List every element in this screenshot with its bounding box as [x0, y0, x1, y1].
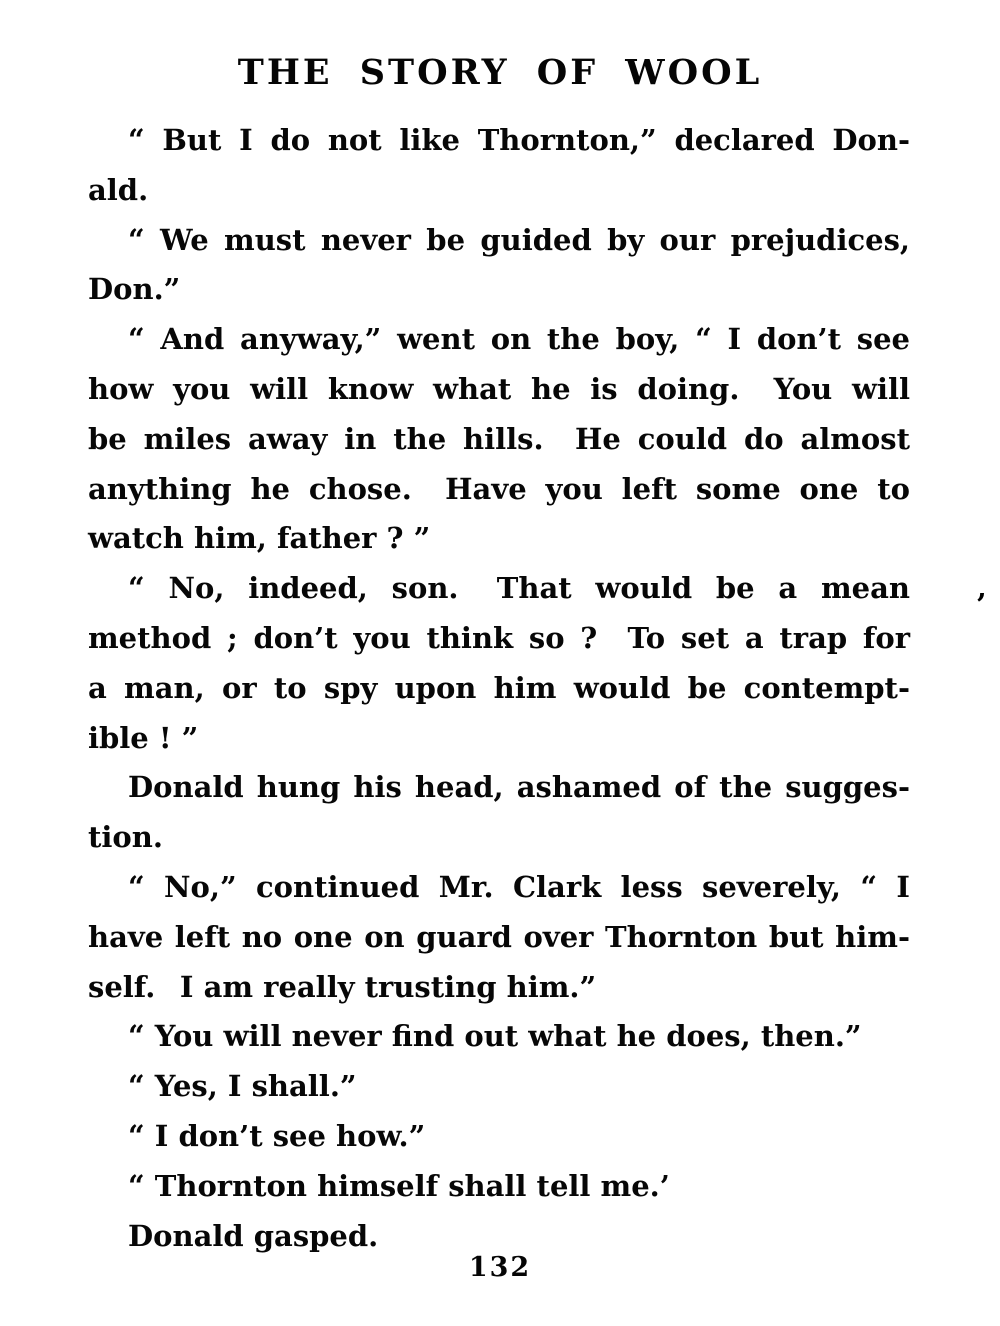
page-title: THE STORY OF WOOL: [237, 52, 763, 93]
text-line: Donald hung his head, ashamed of the sugges-: [128, 770, 910, 805]
text-line: watch him, father ? ”: [88, 521, 431, 556]
text-line: Don.”: [88, 272, 181, 307]
text-line: method ; don’t you think so ? To set a trap for: [88, 620, 910, 655]
text-line: “ And anyway,” went on the boy, “ I don’t see: [128, 322, 910, 357]
text-line: ible ! ”: [88, 720, 199, 755]
ink-smudge-mark: ’: [976, 588, 987, 623]
text-line: “ We must never be guided by our prejudices,: [128, 222, 910, 257]
text-line: “ You will never find out what he does, then.”: [128, 1019, 862, 1054]
text-body: [88, 116, 910, 1261]
text-line: “ Yes, I shall.”: [128, 1069, 357, 1104]
text-line: ald.: [88, 172, 149, 207]
text-line: how you will know what he is doing. You will: [88, 371, 910, 406]
text-line: have left no one on guard over Thornton but him-: [88, 919, 910, 954]
text-line: “ But I do not like Thornton,” declared Don-: [128, 123, 910, 157]
text-line: Donald gasped.: [128, 1218, 379, 1253]
text-line: “ Thornton himself shall tell me.’: [128, 1168, 670, 1203]
page-number: 132: [468, 1252, 532, 1283]
text-line: a man, or to spy upon him would be contempt-: [88, 670, 910, 705]
text-line: “ No, indeed, son. That would be a mean: [128, 571, 910, 606]
text-line: “ No,” continued Mr. Clark less severely, “ I: [128, 869, 910, 904]
text-line: tion.: [88, 820, 163, 855]
text-line: “ I don’t see how.”: [128, 1118, 426, 1153]
text-line: self. I am really trusting him.”: [88, 969, 597, 1004]
text-line: be miles away in the hills. He could do almost: [88, 421, 910, 456]
text-line: anything he chose. Have you left some one to: [88, 471, 910, 506]
